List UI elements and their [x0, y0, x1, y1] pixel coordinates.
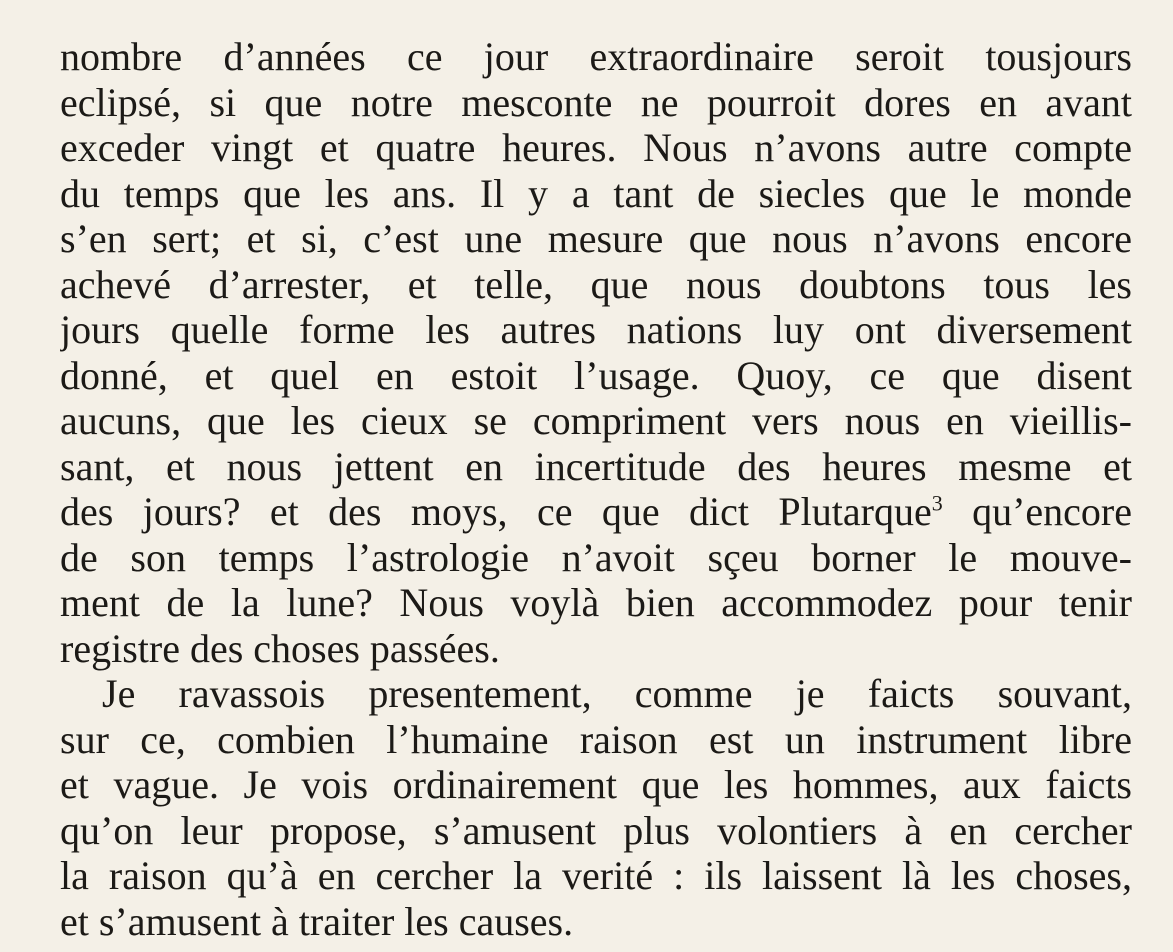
text-line: registre des choses passées.: [60, 625, 500, 671]
text-line: et vague. Je vois ordinairement que les hommes, aux faicts: [60, 762, 1132, 807]
footnote-marker[interactable]: 3: [931, 490, 943, 516]
text-segment: qu’encore: [942, 489, 1132, 534]
text-line: achevé d’arrester, et telle, que nous doubtons tous les: [60, 261, 1132, 307]
text-line: donné, et quel en estoit l’usage. Quoy, ce que disent: [60, 352, 1132, 398]
text-line-with-footnote: [60, 489, 1132, 535]
text-line: jours quelle forme les autres nations luy ont diversement: [60, 307, 1132, 352]
text-line: Je ravassois presentement, comme je faicts souvant,: [102, 671, 1132, 716]
text-line: aucuns, que les cieux se compriment vers nous en vieillis-: [60, 398, 1132, 443]
paragraph-1: [60, 34, 1132, 671]
text-line: nombre d’années ce jour extraordinaire seroit tousjours: [60, 34, 1132, 79]
text-segment: des jours? et des moys, ce que dict Plutarque: [60, 489, 932, 534]
text-line: s’en sert; et si, c’est une mesure que nous n’avons encore: [60, 216, 1132, 261]
paragraph-2: [60, 671, 1132, 944]
text-line: sant, et nous jettent en incertitude des heures mesme et: [60, 443, 1132, 489]
text-line: de son temps l’astrologie n’avoit sçeu borner le mouve-: [60, 534, 1132, 580]
text-line: qu’on leur propose, s’amusent plus volontiers à en cercher: [60, 807, 1132, 853]
text-line: ment de la lune? Nous voylà bien accommodez pour tenir: [60, 580, 1132, 625]
text-line: exceder vingt et quatre heures. Nous n’avons autre compte: [60, 125, 1132, 170]
text-line: eclipsé, si que notre mesconte ne pourroit dores en avant: [60, 79, 1132, 125]
text-line: la raison qu’à en cercher la verité : ils laissent là les choses,: [60, 853, 1132, 898]
text-line: sur ce, combien l’humaine raison est un instrument libre: [60, 716, 1132, 762]
text-line: et s’amusent à traiter les causes.: [60, 898, 574, 944]
body-text: [60, 34, 1132, 944]
text-line: du temps que les ans. Il y a tant de siecles que le monde: [60, 170, 1132, 216]
